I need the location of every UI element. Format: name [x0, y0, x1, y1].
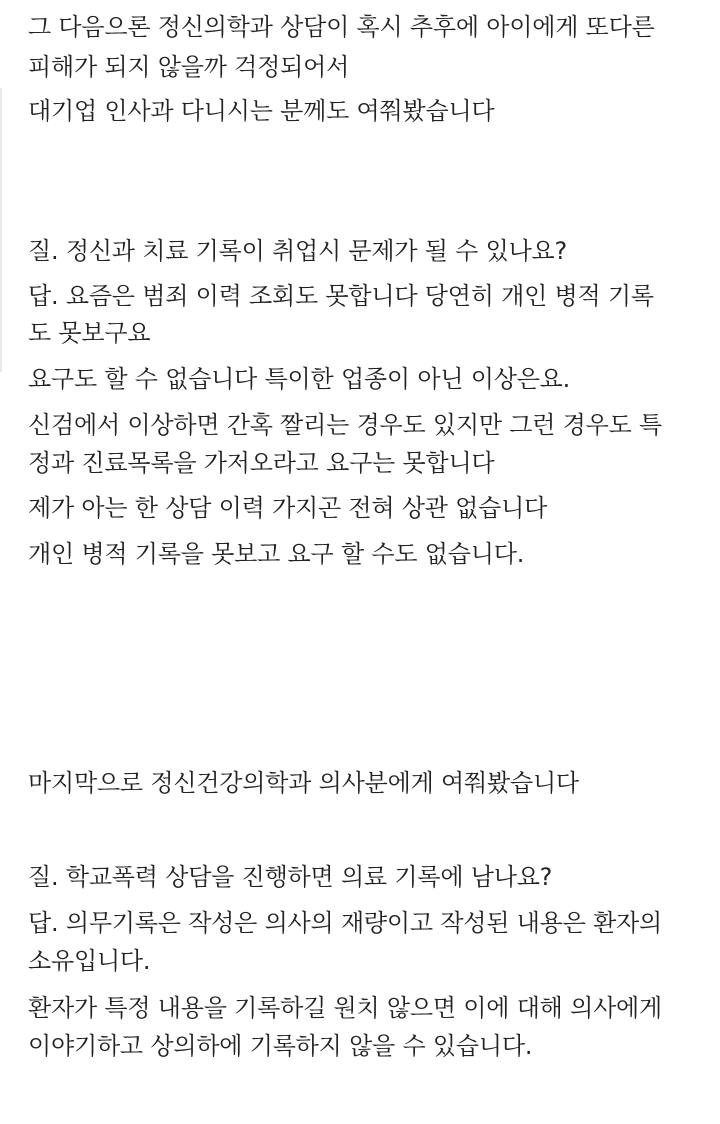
text-line: 신검에서 이상하면 간혹 짤리는 경우도 있지만 그런 경우도 특 — [28, 411, 663, 439]
text-line: 질. 정신과 치료 기록이 취업시 문제가 될 수 있나요? — [28, 237, 568, 265]
text-line: 요구도 할 수 없습니다 특이한 업종이 아닌 이상은요. — [28, 365, 571, 393]
text-line: 소유입니다. — [28, 947, 151, 975]
left-divider — [0, 88, 2, 372]
text-line: 환자가 특정 내용을 기록하길 원치 않으면 이에 대해 의사에게 — [28, 994, 663, 1022]
text-line: 마지막으로 정신건강의학과 의사분에게 여쭤봤습니다 — [28, 769, 579, 797]
text-line: 개인 병적 기록을 못보고 요구 할 수도 없습니다. — [28, 540, 525, 568]
text-line: 제가 아는 한 상담 이력 가지곤 전혀 상관 없습니다 — [28, 494, 548, 522]
text-line: 질. 학교폭력 상담을 진행하면 의료 기록에 남나요? — [28, 863, 553, 891]
text-line: 대기업 인사과 다니시는 분께도 여쭤봤습니다 — [28, 97, 495, 125]
text-line: 답. 의무기록은 작성은 의사의 재량이고 작성된 내용은 환자의 — [28, 909, 663, 937]
text-line: 답. 요즘은 범죄 이력 조회도 못합니다 당연히 개인 병적 기록 — [28, 282, 654, 310]
text-line: 정과 진료목록을 가저오라고 요구는 못합니다 — [28, 449, 495, 477]
text-line: 피해가 되지 않을까 걱정되어서 — [28, 53, 350, 81]
text-line: 이야기하고 상의하에 기록하지 않을 수 있습니다. — [28, 1032, 533, 1060]
text-line: 그 다음으론 정신의학과 상담이 혹시 추후에 아이에게 또다른 — [28, 13, 655, 41]
text-line: 도 못보구요 — [28, 319, 151, 347]
